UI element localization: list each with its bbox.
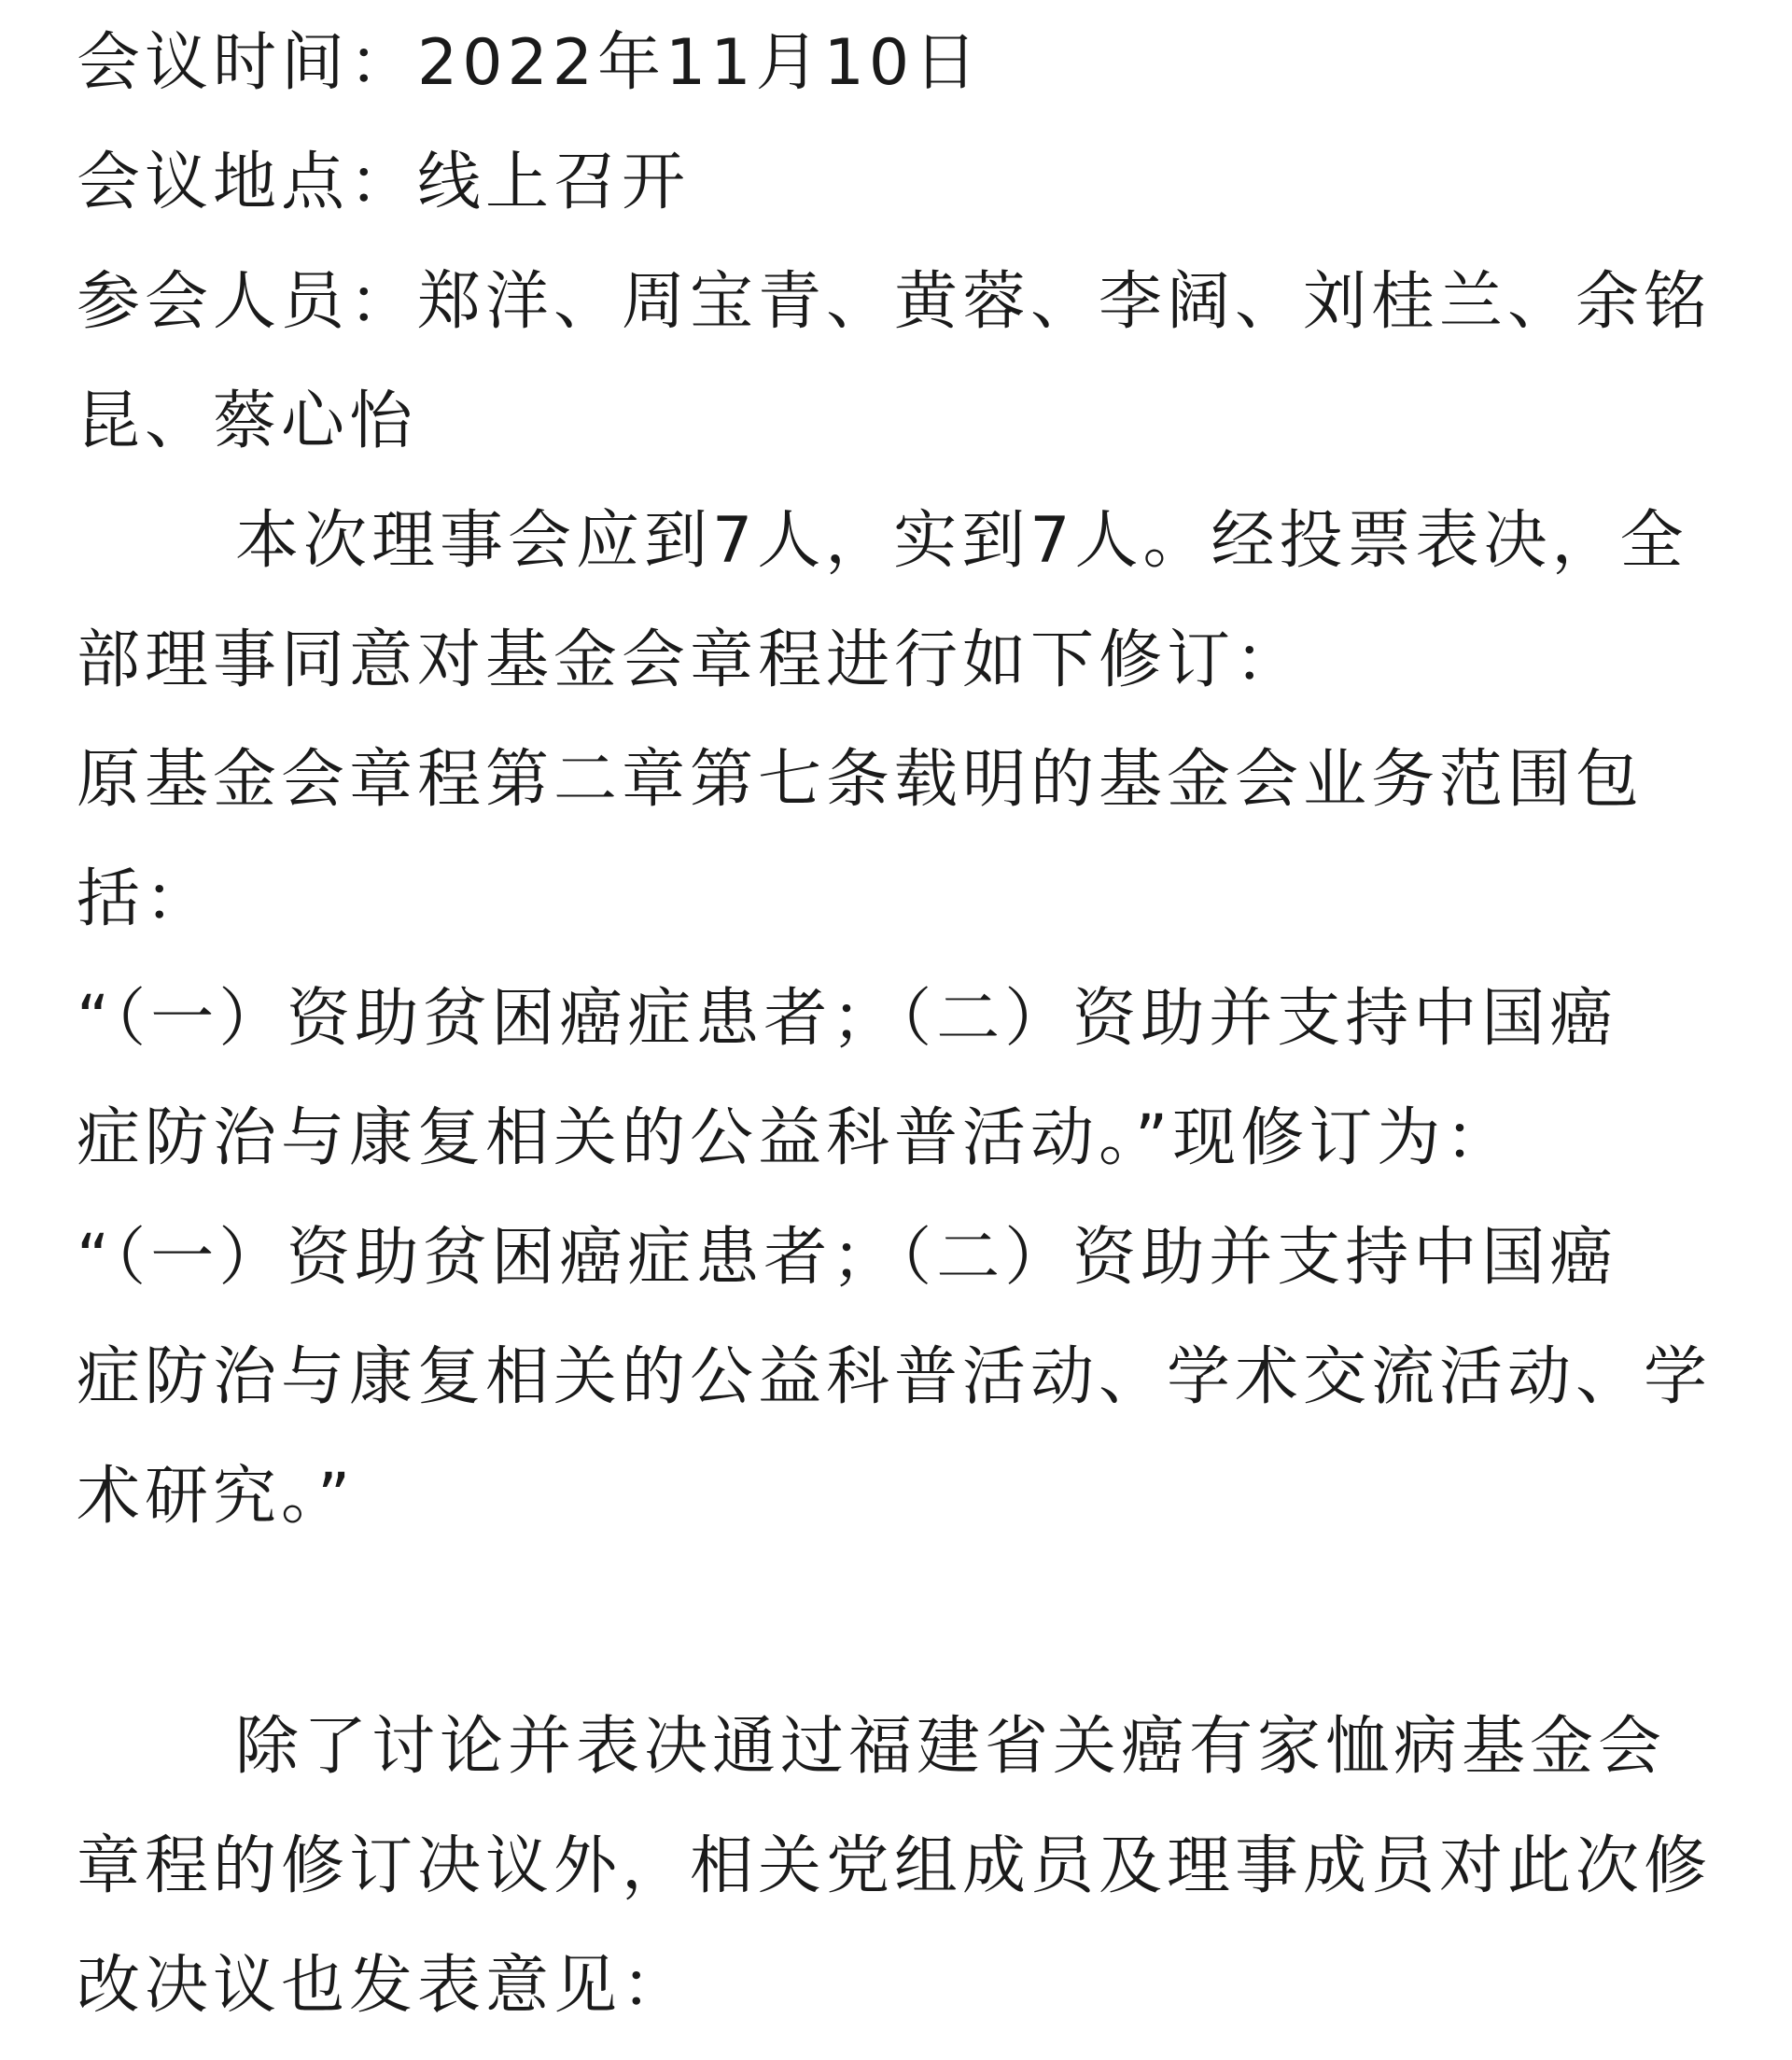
attendees-line-1: 参会人员：郑洋、周宝青、黄蓉、李阔、刘桂兰、余铭 xyxy=(77,265,1713,339)
scope-intro-line-1: 原基金会章程第二章第七条载明的基金会业务范围包 xyxy=(77,743,1645,817)
meeting-place: 会议地点：线上召开 xyxy=(77,146,691,219)
closing-paragraph-line-3: 改决议也发表意见： xyxy=(77,1949,691,2023)
revised-scope-line-3: 术研究。” xyxy=(77,1460,356,1534)
resolution-paragraph-line-2: 部理事同意对基金会章程进行如下修订： xyxy=(77,624,1304,697)
revised-scope-line-2: 症防治与康复相关的公益科普活动、学术交流活动、学 xyxy=(77,1340,1713,1414)
original-scope-line-2: 症防治与康复相关的公益科普活动。”现修订为： xyxy=(77,1101,1514,1175)
revised-scope-line-1: “（一）资助贫困癌症患者；（二）资助并支持中国癌 xyxy=(77,1221,1618,1295)
original-scope-line-1: “（一）资助贫困癌症患者；（二）资助并支持中国癌 xyxy=(77,982,1618,1056)
closing-paragraph-line-2: 章程的修订决议外，相关党组成员及理事成员对此次修 xyxy=(77,1829,1713,1903)
closing-paragraph-line-1: 除了讨论并表决通过福建省关癌有家恤病基金会 xyxy=(235,1710,1667,1784)
meeting-time: 会议时间：2022年11月10日 xyxy=(77,26,983,100)
scope-intro-line-2: 括： xyxy=(77,862,214,936)
paragraph-gap xyxy=(77,1557,1719,1688)
document-body xyxy=(77,0,1719,2046)
attendees-line-2: 昆、蔡心怡 xyxy=(77,385,418,458)
resolution-paragraph-line-1: 本次理事会应到7人，实到7人。经投票表决，全 xyxy=(235,504,1688,578)
